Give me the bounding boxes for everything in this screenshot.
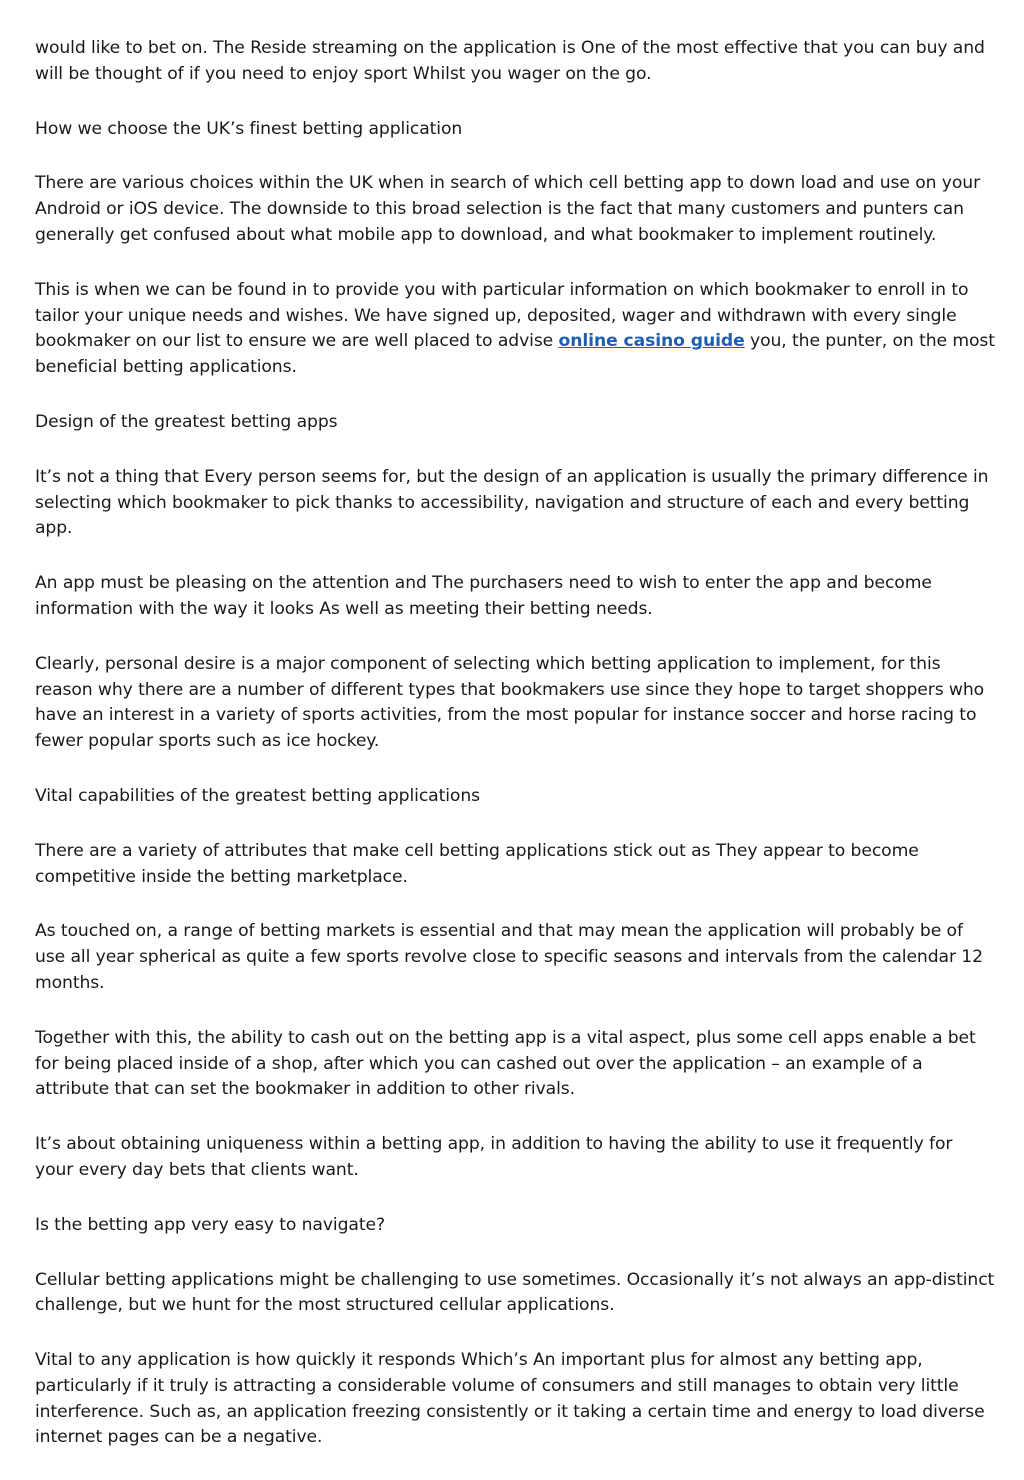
paragraph-information-end: you, the punter, on the most beneficial betting applications. bbox=[35, 331, 995, 378]
paragraph-markets: As touched on, a range of betting markets is essential and that may mean the application will probably be of use all year spherical as quite a few sports revolve close to specific seasons and intervals from the calendar 12 months. bbox=[35, 921, 983, 993]
heading-design: Design of the greatest betting apps bbox=[35, 411, 338, 432]
paragraph-attributes: There are a variety of attributes that make cell betting applications stick out as They appear to become competitive inside the betting marketplace. bbox=[35, 840, 919, 887]
paragraph-intro: would like to bet on. The Reside streaming on the application is One of the most effective that you can buy and will be thought of if you need to enjoy sport Whilst you wager on the go. bbox=[35, 38, 985, 84]
heading-vital-capabilities: Vital capabilities of the greatest betting applications bbox=[35, 785, 480, 806]
paragraph-information-start: This is when we can be found in to provide you with particular information on which bookmaker to enroll in to tailor your unique needs and wishes. We have signed up, deposited, wager and withdrawn with every single bookmaker on our list to ensure we are well placed to advise bbox=[35, 279, 969, 352]
paragraph-personal-desire: Clearly, personal desire is a major component of selecting which betting application to implement, for this reason why there are a number of different types that bookmakers use since they hope to target shoppers who have an interest in a variety of sports activities, from the most popular for instance soccer and horse racing to fewer popular sports such as ice hockey. bbox=[35, 653, 985, 752]
paragraph-uniqueness: It’s about obtaining uniqueness within a betting app, in addition to having the ability to use it frequently for your every day bets that clients want. bbox=[35, 1134, 953, 1180]
paragraph-challenging: Cellular betting applications might be challenging to use sometimes. Occasionally it’s not always an app-distinct challenge, but we hunt for the most structured cellular applications. bbox=[35, 1269, 995, 1316]
heading-how-we-choose: How we choose the UK’s finest betting application bbox=[35, 118, 463, 139]
paragraph-responsiveness: Vital to any application is how quickly it responds Which’s An important plus for almost any betting app, particularly if it truly is attracting a considerable volume of consumers and still manages to obtain very little interference. Such as, an application freezing consistently or it taking a certain time and energy to load diverse internet pages can be a negative. bbox=[35, 1350, 985, 1448]
online-casino-guide-link[interactable]: online casino guide bbox=[558, 331, 745, 352]
heading-navigate: Is the betting app very easy to navigate? bbox=[35, 1214, 385, 1235]
paragraph-pleasing: An app must be pleasing on the attention and The purchasers need to wish to enter the app and become information with the way it looks As well as meeting their betting needs. bbox=[35, 573, 932, 619]
paragraph-cash-out: Together with this, the ability to cash out on the betting app is a vital aspect, plus some cell apps enable a bet for being placed inside of a shop, after which you can cashed out over the application – an example of a attribute that can set the bookmaker in addition to other rivals. bbox=[35, 1027, 976, 1100]
article-body bbox=[35, 36, 995, 1480]
paragraph-choices: There are various choices within the UK when in search of which cell betting app to down load and use on your Android or iOS device. The downside to this broad selection is the fact that many customers and punters can generally get confused about what mobile app to download, and what bookmaker to implement routinely. bbox=[35, 173, 981, 245]
paragraph-information bbox=[35, 278, 995, 381]
paragraph-design: It’s not a thing that Every person seems for, but the design of an application is usually the primary difference in selecting which bookmaker to pick thanks to accessibility, navigation and structure of each and every betting app. bbox=[35, 466, 989, 539]
